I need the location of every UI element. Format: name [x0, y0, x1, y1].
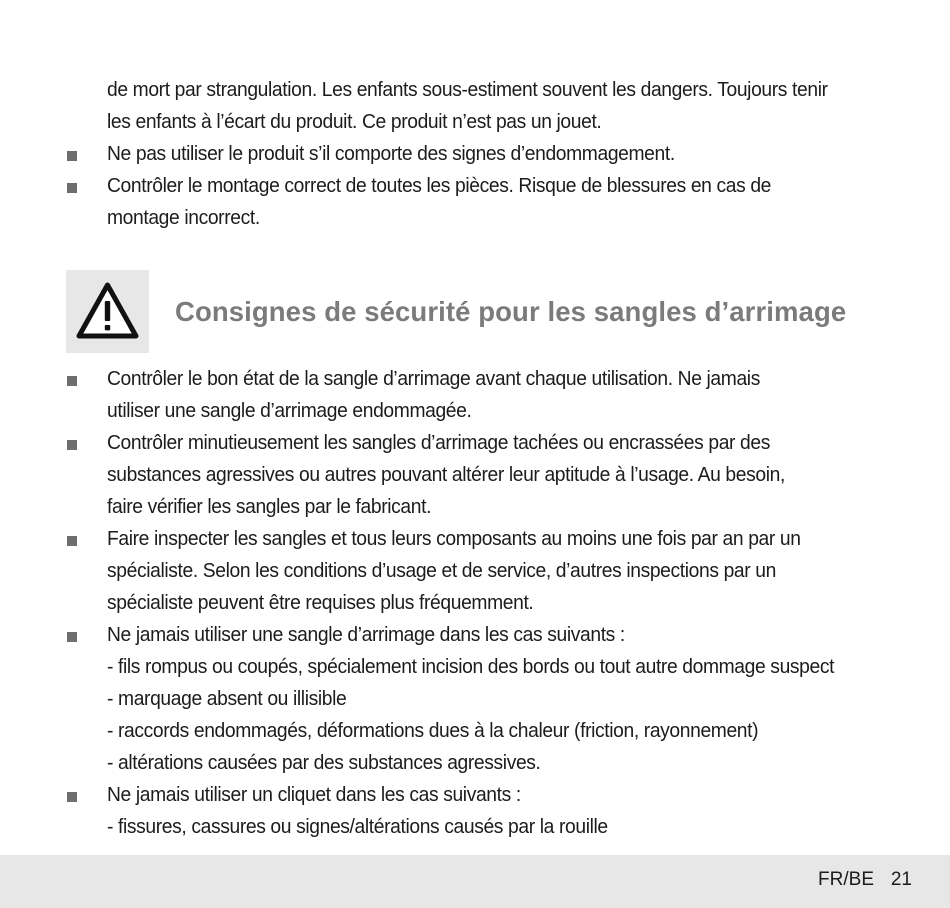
body-line-7: spécialiste. Selon les conditions d’usage et de service, d’autres inspections par un — [107, 559, 776, 582]
footer-region-label: FR/BE — [818, 869, 874, 890]
body-line-5: faire vérifier les sangles par le fabricant. — [107, 495, 432, 518]
intro-line-1: de mort par strangulation. Les enfants sous-estiment souvent les dangers. Toujours tenir — [107, 78, 828, 101]
bullet-square-icon — [67, 440, 77, 450]
body-line-4: substances agressives ou autres pouvant altérer leur aptitude à l’usage. Au besoin, — [107, 463, 785, 486]
bullet-square-icon — [67, 536, 77, 546]
body-line-12: - raccords endommagés, déformations dues à la chaleur (friction, rayonnement) — [107, 719, 759, 742]
intro-line-4: Contrôler le montage correct de toutes les pièces. Risque de blessures en cas de — [107, 174, 772, 197]
body-line-6: Faire inspecter les sangles et tous leurs composants au moins une fois par an par un — [107, 527, 801, 550]
body-line-13: - altérations causées par des substances agressives. — [107, 751, 541, 774]
bullet-square-icon — [67, 632, 77, 642]
bullet-square-icon — [67, 792, 77, 802]
section-title: Consignes de sécurité pour les sangles d’arrimage — [175, 296, 847, 327]
bullet-square-icon — [67, 376, 77, 386]
intro-line-5: montage incorrect. — [107, 206, 260, 229]
page-footer — [0, 855, 950, 908]
body-line-14: Ne jamais utiliser un cliquet dans les cas suivants : — [107, 783, 521, 806]
body-line-15: - fissures, cassures ou signes/altérations causés par la rouille — [107, 815, 608, 838]
intro-line-3: Ne pas utiliser le produit s’il comporte des signes d’endommagement. — [107, 142, 675, 165]
bullet-square-icon — [67, 151, 77, 161]
body-line-10: - fils rompus ou coupés, spécialement incision des bords ou tout autre dommage suspect — [107, 655, 835, 678]
page-number: 21 — [890, 869, 912, 890]
body-line-2: utiliser une sangle d’arrimage endommagée. — [107, 399, 472, 422]
intro-line-2: les enfants à l’écart du produit. Ce produit n’est pas un jouet. — [107, 110, 602, 133]
body-line-8: spécialiste peuvent être requises plus fréquemment. — [107, 591, 534, 614]
warning-icon-box — [66, 270, 149, 353]
body-line-9: Ne jamais utiliser une sangle d’arrimage dans les cas suivants : — [107, 623, 625, 646]
warning-triangle-icon — [76, 282, 139, 340]
body-line-3: Contrôler minutieusement les sangles d’arrimage tachées ou encrassées par des — [107, 431, 770, 454]
body-line-1: Contrôler le bon état de la sangle d’arrimage avant chaque utilisation. Ne jamais — [107, 367, 760, 390]
bullet-square-icon — [67, 183, 77, 193]
body-line-11: - marquage absent ou illisible — [107, 687, 347, 710]
